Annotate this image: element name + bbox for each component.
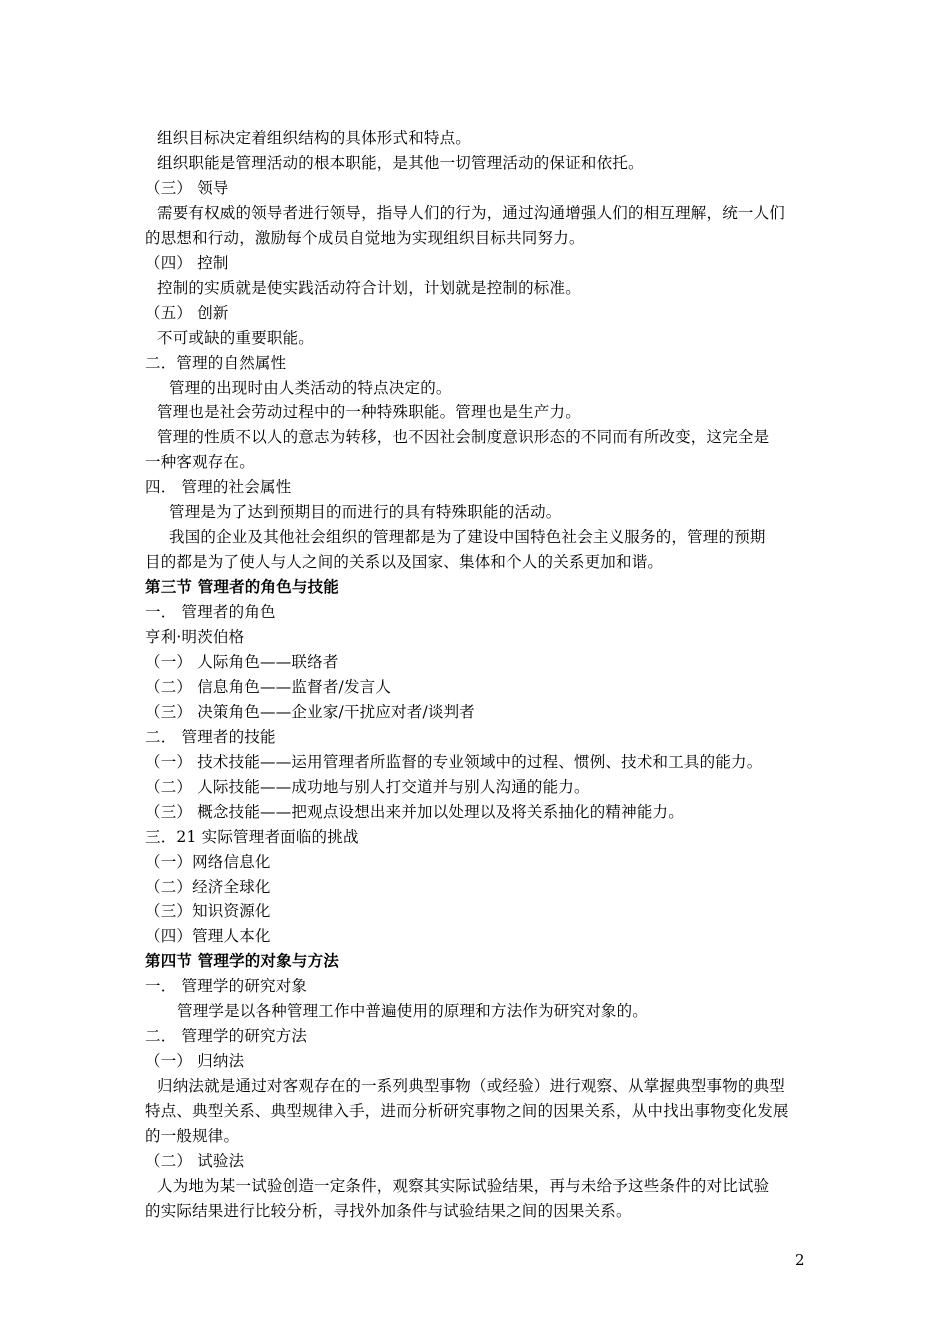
text-line: 一． 管理学的研究对象 [145, 977, 308, 996]
text-line: 人为地为某一试验创造一定条件，观察其实际试验结果，再与未给予这些条件的对比试验 [157, 1176, 770, 1195]
text-line: 的实际结果进行比较分析，寻找外加条件与试验结果之间的因果关系。 [145, 1201, 632, 1220]
text-line: 管理也是社会劳动过程中的一种特殊职能。管理也是生产力。 [157, 403, 581, 422]
text-line: 特点、典型关系、典型规律入手，进而分析研究事物之间的因果关系，从中找出事物变化发展 [145, 1102, 789, 1120]
text-line: （一）网络信息化 [145, 852, 271, 871]
text-line: （四）管理人本化 [145, 927, 271, 946]
text-line: （四） 控制 [145, 253, 229, 272]
text-line: （三）知识资源化 [145, 902, 271, 921]
text-line: 三．21 实际管理者面临的挑战 [145, 827, 359, 846]
text-line: 组织目标决定着组织结构的具体形式和特点。 [157, 129, 472, 147]
text-line: 管理是为了达到预期目的而进行的具有特殊职能的活动。 [169, 503, 562, 522]
text-line: 控制的实质就是使实践活动符合计划，计划就是控制的标准。 [157, 278, 581, 297]
text-line: 需要有权威的领导者进行领导，指导人们的行为，通过沟通增强人们的相互理解，统一人们 [157, 203, 786, 222]
text-line: 一． 管理者的角色 [145, 603, 276, 621]
text-line: （一） 归纳法 [145, 1052, 245, 1071]
section-heading: 第三节 管理者的角色与技能 [145, 577, 339, 597]
text-line: （一） 技术技能——运用管理者所监督的专业领域中的过程、惯例、技术和工具的能力。 [145, 752, 763, 771]
text-line: （一） 人际角色——联络者 [145, 652, 339, 671]
text-line: 管理学是以各种管理工作中普遍使用的原理和方法作为研究对象的。 [177, 1002, 649, 1021]
page-number: 2 [795, 1251, 805, 1269]
text-line: （三） 领导 [145, 178, 229, 197]
text-line: 我国的企业及其他社会组织的管理都是为了建设中国特色社会主义服务的，管理的预期 [169, 528, 766, 547]
text-line: 目的都是为了使人与人之间的关系以及国家、集体和个人的关系更加和谐。 [145, 553, 664, 572]
text-line: 四． 管理的社会属性 [145, 478, 292, 497]
text-line: 一种客观存在。 [145, 453, 255, 472]
text-line: 二． 管理者的技能 [145, 727, 276, 746]
text-line: （五） 创新 [145, 303, 229, 322]
text-line: （二） 试验法 [145, 1151, 245, 1170]
text-line: 不可或缺的重要职能。 [157, 328, 315, 347]
text-line: 管理的出现时由人类活动的特点决定的。 [169, 378, 452, 397]
text-line: 亨利·明茨伯格 [145, 628, 245, 646]
text-line: （三） 决策角色——企业家/干扰应对者/谈判者 [145, 702, 475, 721]
text-line: 管理的性质不以人的意志为转移，也不因社会制度意识形态的不同而有所改变，这完全是 [157, 428, 770, 447]
text-line: （二）经济全球化 [145, 877, 271, 896]
text-line: （三） 概念技能——把观点设想出来并加以处理以及将关系抽化的精神能力。 [145, 802, 684, 821]
text-line: 组织职能是管理活动的根本职能，是其他一切管理活动的保证和依托。 [157, 153, 644, 172]
text-line: 的思想和行动，激励每个成员自觉地为实现组织目标共同努力。 [145, 228, 585, 247]
text-line: 二．管理的自然属性 [145, 353, 287, 372]
text-line: （二） 信息角色——监督者/发言人 [145, 677, 392, 696]
text-line: （二） 人际技能——成功地与别人打交道并与别人沟通的能力。 [145, 777, 590, 796]
section-heading: 第四节 管理学的对象与方法 [145, 951, 339, 971]
text-line: 的一般规律。 [145, 1127, 240, 1145]
text-line: 二． 管理学的研究方法 [145, 1027, 308, 1046]
text-line: 归纳法就是通过对客观存在的一系列典型事物（或经验）进行观察、从掌握典型事物的典型 [157, 1077, 786, 1096]
